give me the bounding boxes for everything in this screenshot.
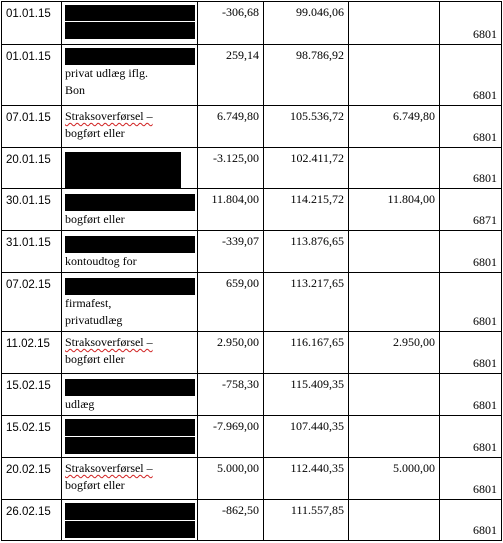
- description-cell: [62, 416, 198, 458]
- balance-cell: 113.217,65: [264, 273, 349, 332]
- description-cell: [62, 106, 198, 148]
- description-cell: [62, 231, 198, 273]
- description-line: bogført eller: [65, 478, 125, 492]
- date-cell: 01.01.15: [2, 2, 62, 45]
- transfer-cell: [349, 416, 440, 458]
- transfer-cell: [349, 45, 440, 106]
- description-cell: [62, 45, 198, 106]
- table-row: [2, 374, 502, 416]
- date-cell: 07.02.15: [2, 273, 62, 332]
- date-cell: 20.01.15: [2, 148, 62, 189]
- redacted-block: [65, 194, 195, 211]
- transfer-cell: [349, 2, 440, 45]
- account-cell: 6801: [440, 45, 502, 106]
- description-line: Straksoverførsel –: [65, 109, 153, 123]
- description-line: bogført eller: [65, 126, 125, 140]
- description-line: kontoudtog for: [65, 254, 137, 268]
- description-cell: [62, 500, 198, 541]
- account-cell: 6801: [440, 231, 502, 273]
- date-cell: 01.01.15: [2, 45, 62, 106]
- transfer-cell: [349, 374, 440, 416]
- balance-cell: 105.536,72: [264, 106, 349, 148]
- transfer-cell: [349, 231, 440, 273]
- table-row: [2, 106, 502, 148]
- redacted-block: [65, 419, 195, 436]
- description-line: udlæg: [65, 397, 95, 411]
- description-cell: [62, 189, 198, 231]
- description-line: bogført eller: [65, 212, 125, 226]
- ledger-body: [2, 2, 502, 541]
- description-cell: [62, 374, 198, 416]
- date-cell: 20.02.15: [2, 458, 62, 500]
- transfer-cell: 2.950,00: [349, 332, 440, 374]
- transfer-cell: [349, 273, 440, 332]
- account-cell: 6801: [440, 148, 502, 189]
- balance-cell: 111.557,85: [264, 500, 349, 541]
- transfer-cell: 5.000,00: [349, 458, 440, 500]
- date-cell: 15.02.15: [2, 416, 62, 458]
- table-row: [2, 416, 502, 458]
- date-cell: 11.02.15: [2, 332, 62, 374]
- description-line: Bon: [65, 83, 86, 97]
- redacted-block: [65, 278, 195, 295]
- table-row: [2, 500, 502, 541]
- balance-cell: 114.215,72: [264, 189, 349, 231]
- transfer-cell: [349, 148, 440, 189]
- amount-cell: 6.749,80: [198, 106, 264, 148]
- account-cell: 6871: [440, 189, 502, 231]
- balance-cell: 102.411,72: [264, 148, 349, 189]
- date-cell: 07.01.15: [2, 106, 62, 148]
- amount-cell: -862,50: [198, 500, 264, 541]
- account-cell: 6801: [440, 106, 502, 148]
- date-cell: 15.02.15: [2, 374, 62, 416]
- description-cell: [62, 2, 198, 45]
- amount-cell: 659,00: [198, 273, 264, 332]
- account-cell: 6801: [440, 458, 502, 500]
- date-cell: 30.01.15: [2, 189, 62, 231]
- amount-cell: 259,14: [198, 45, 264, 106]
- amount-cell: 11.804,00: [198, 189, 264, 231]
- redacted-block: [65, 5, 195, 21]
- description-line: privatudlæg: [65, 313, 123, 327]
- description-cell: [62, 148, 198, 189]
- account-cell: 6801: [440, 500, 502, 541]
- date-cell: 31.01.15: [2, 231, 62, 273]
- amount-cell: 2.950,00: [198, 332, 264, 374]
- redacted-block: [65, 236, 195, 253]
- amount-cell: -7.969,00: [198, 416, 264, 458]
- description-line: firmafest,: [65, 296, 112, 310]
- transfer-cell: 6.749,80: [349, 106, 440, 148]
- table-row: [2, 45, 502, 106]
- amount-cell: 5.000,00: [198, 458, 264, 500]
- table-row: [2, 231, 502, 273]
- table-row: [2, 2, 502, 45]
- table-row: [2, 273, 502, 332]
- date-cell: 26.02.15: [2, 500, 62, 541]
- redacted-block: [65, 48, 195, 65]
- account-cell: 6801: [440, 332, 502, 374]
- account-cell: 6801: [440, 374, 502, 416]
- description-line: bogført eller: [65, 352, 125, 366]
- redacted-block: [65, 437, 195, 454]
- amount-cell: -3.125,00: [198, 148, 264, 189]
- redacted-block: [65, 521, 195, 538]
- description-cell: [62, 458, 198, 500]
- balance-cell: 113.876,65: [264, 231, 349, 273]
- redacted-block: [65, 379, 195, 396]
- redacted-block: [65, 22, 195, 39]
- ledger-table: [1, 1, 502, 541]
- account-cell: 6801: [440, 273, 502, 332]
- amount-cell: -339,07: [198, 231, 264, 273]
- description-line: privat udlæg iflg.: [65, 66, 148, 80]
- balance-cell: 116.167,65: [264, 332, 349, 374]
- balance-cell: 107.440,35: [264, 416, 349, 458]
- table-row: [2, 458, 502, 500]
- amount-cell: -306,68: [198, 2, 264, 45]
- balance-cell: 112.440,35: [264, 458, 349, 500]
- table-row: [2, 332, 502, 374]
- description-cell: [62, 273, 198, 332]
- balance-cell: 115.409,35: [264, 374, 349, 416]
- account-cell: 6801: [440, 416, 502, 458]
- description-cell: [62, 332, 198, 374]
- redacted-block: [65, 152, 181, 188]
- account-cell: 6801: [440, 2, 502, 45]
- balance-cell: 98.786,92: [264, 45, 349, 106]
- balance-cell: 99.046,06: [264, 2, 349, 45]
- transfer-cell: [349, 500, 440, 541]
- table-row: [2, 189, 502, 231]
- transfer-cell: 11.804,00: [349, 189, 440, 231]
- amount-cell: -758,30: [198, 374, 264, 416]
- table-row: [2, 148, 502, 189]
- description-line: Straksoverførsel –: [65, 461, 153, 475]
- redacted-block: [65, 503, 195, 520]
- description-line: Straksoverførsel –: [65, 335, 153, 349]
